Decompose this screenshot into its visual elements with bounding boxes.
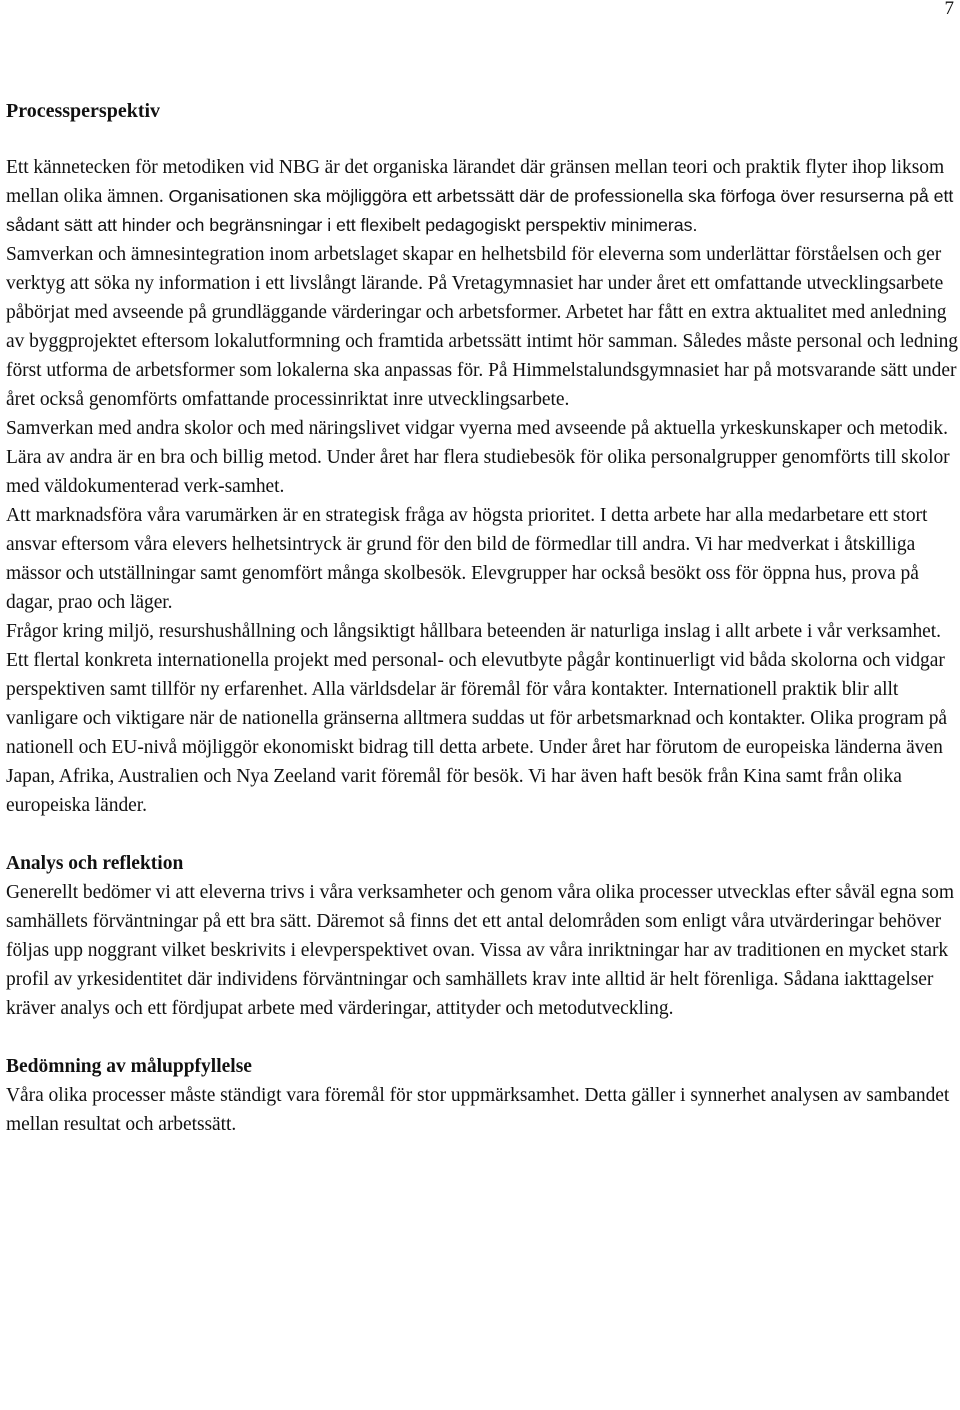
spacer	[6, 1023, 958, 1052]
paragraph-intro	[6, 153, 958, 240]
section-heading-bedomning: Bedömning av måluppfyllelse	[6, 1056, 252, 1077]
intro-sans-text: Organisationen ska möjliggöra ett arbetssätt där de professionella ska förfoga över resurserna på ett sådant sätt att hinder och begränsningar i ett flexibelt pedagogiskt perspektiv minimeras.	[6, 186, 954, 235]
document-body	[6, 97, 958, 1139]
paragraph-samverkan-arbetslaget: Samverkan och ämnesintegration inom arbetslaget skapar en helhetsbild för eleverna som underlättar förståelsen och ger verktyg att söka ny information i ett livslångt lärande. På Vretagymnasiet har under året ett omfattande utvecklingsarbete påbörjat med avseende på grundläggande värderingar och arbetsformer. Arbetet har fått en extra aktualitet med anledning av byggprojektet eftersom lokalutformning och framtida arbetssätt intimt hör samman. Således måste personal och ledning först utforma de arbetsformer som lokalerna ska anpassas för. På Himmelstalundsgymnasiet har på motsvarande sätt under året också genomförts omfattande processinriktat inre utvecklingsarbete.	[6, 244, 959, 410]
section-heading-analys: Analys och reflektion	[6, 853, 184, 874]
paragraph-bedomning: Våra olika processer måste ständigt vara föremål för stor uppmärksamhet. Detta gäller i synnerhet analysen av sambandet mellan resultat och arbetssätt.	[6, 1085, 950, 1135]
spacer	[6, 820, 958, 849]
paragraph-analys: Generellt bedömer vi att eleverna trivs i våra verksamheter och genom våra olika processer utvecklas efter såväl egna som samhällets förväntningar på ett bra sätt. Däremot så finns det ett antal delområden som enligt våra utvärderingar behöver följas upp noggrant vilket beskrivits i elevperspektivet ovan. Vissa av våra inriktningar har av traditionen en mycket stark profil av yrkesidentitet där individens förväntningar och samhällets krav inte alltid är helt förenliga. Sådana iakttagelser kräver analys och ett fördjupat arbete med värderingar, attityder och metodutveckling.	[6, 882, 954, 1019]
paragraph-internationella: Ett flertal konkreta internationella projekt med personal- och elevutbyte pågår kontinuerligt vid båda skolorna och vidgar perspektiven samt tillför ny erfarenhet. Alla världsdelar är föremål för våra kontakter. Internationell praktik blir allt vanligare och viktigare när de nationella gränserna alltmera suddas ut för arbetsmarknad och kontakter. Olika program på nationell och EU-nivå möjliggör ekonomiskt bidrag till detta arbete. Under året har förutom de europeiska länderna även Japan, Afrika, Australien och Nya Zeeland varit föremål för besök. Vi har även haft besök från Kina samt från olika europeiska länder.	[6, 650, 948, 816]
paragraph-samverkan-skolor: Samverkan med andra skolor och med näringslivet vidgar vyerna med avseende på aktuella yrkeskunskaper och metodik. Lära av andra är en bra och billig metod. Under året har flera studiebesök för olika personalgrupper genomförts till skolor med väldokumenterad verk-samhet.	[6, 418, 950, 497]
page-number: 7	[944, 0, 954, 19]
paragraph-miljo: Frågor kring miljö, resurshushållning och långsiktigt hållbara beteenden är naturliga inslag i allt arbete i vår verksamhet.	[6, 621, 941, 642]
section-heading-processperspektiv: Processperspektiv	[6, 100, 161, 122]
intro-serif-text: Ett kännetecken för metodiken vid NBG är det organiska lärandet där gränsen mellan teori och praktik flyter ihop liksom mellan olika ämnen.	[6, 157, 945, 207]
paragraph-marknadsfora: Att marknadsföra våra varumärken är en strategisk fråga av högsta prioritet. I detta arbete har alla medarbetare ett stort ansvar eftersom våra elevers helhetsintryck är grund för den bild de förmedlar till andra. Vi har medverkat i åtskilliga mässor och utställningar samt genomfört många skolbesök. Elevgrupper har också besökt oss för öppna hus, prova på dagar, prao och läger.	[6, 505, 928, 613]
